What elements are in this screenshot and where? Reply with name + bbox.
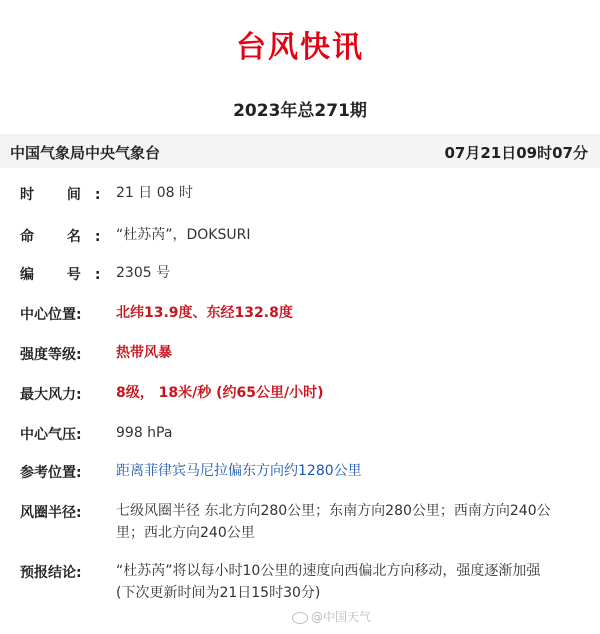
- value-time: 21 日 08 时: [116, 185, 193, 201]
- forecast-update-note: (下次更新时间为21日15时30分): [116, 585, 321, 601]
- value-max-wind: 8级， 18米/秒 (约65公里/小时): [116, 385, 324, 401]
- label-forecast: 预报结论:: [20, 565, 82, 581]
- value-pressure: 998 hPa: [116, 425, 173, 441]
- label-max-wind: 最大风力:: [20, 387, 82, 403]
- page-title: 台风快讯: [236, 30, 364, 65]
- forecast-text: “杜苏芮”将以每小时10公里的速度向西偏北方向移动，强度逐渐加强: [116, 563, 541, 579]
- value-center-position: 北纬13.9度、东经132.8度: [116, 305, 293, 321]
- label-name: 命 名:: [20, 229, 115, 245]
- label-intensity: 强度等级:: [20, 347, 82, 363]
- value-reference: 距离菲律宾马尼拉偏东方向约1280公里: [116, 463, 362, 479]
- issued-time: 07月21日09时07分: [444, 144, 588, 162]
- weibo-icon: [292, 612, 308, 624]
- label-time: 时 间:: [20, 187, 115, 203]
- label-wind-radius: 风圈半径:: [20, 505, 82, 521]
- watermark-text: @中国天气: [311, 610, 372, 624]
- label-number: 编 号:: [20, 267, 115, 283]
- value-wind-radius: 七级风圈半径 东北方向280公里；东南方向280公里；西南方向240公里；西北方向240公里: [116, 503, 551, 541]
- value-forecast: [116, 560, 576, 604]
- issue-number: 2023年总271期: [233, 101, 367, 121]
- label-reference: 参考位置:: [20, 465, 82, 481]
- value-number: 2305 号: [116, 265, 171, 281]
- label-pressure: 中心气压:: [20, 427, 82, 443]
- watermark: [292, 608, 371, 625]
- value-intensity: 热带风暴: [116, 345, 172, 361]
- agency-name: 中国气象局中央气象台: [10, 144, 161, 162]
- value-name: “杜苏芮”，DOKSURI: [116, 227, 251, 243]
- label-center-position: 中心位置:: [20, 307, 82, 323]
